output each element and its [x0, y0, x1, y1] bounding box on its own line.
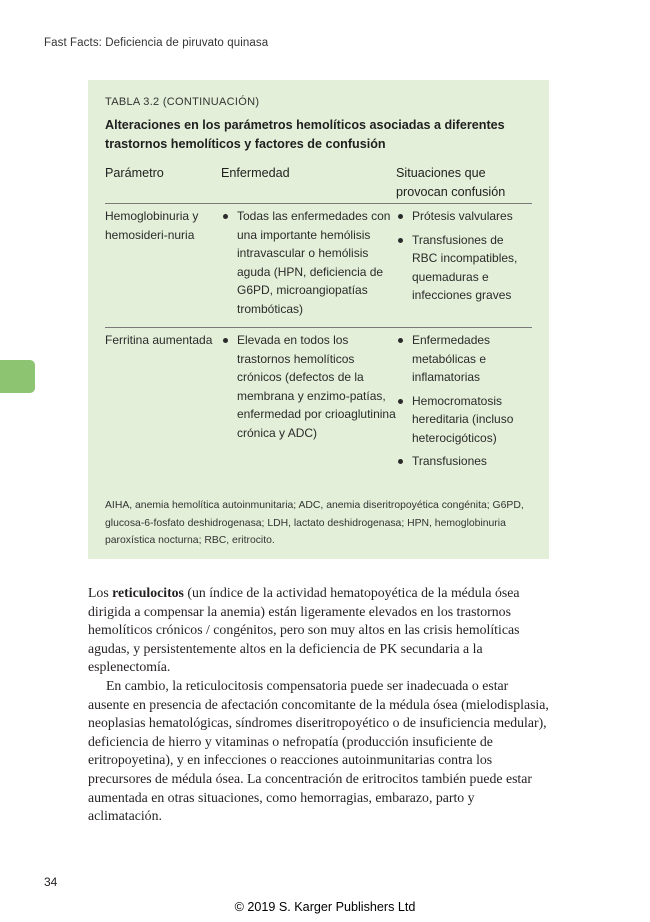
table-footnote: AIHA, anemia hemolítica autoinmunitaria; ADC, anemia diseritropoyética congénita; G6PD, glucosa-6-fosfato deshidrogenasa; LDH, lactato deshidrogenasa; HPN, hemoglobinuria paroxística nocturna; RBC, eritrocito.: [105, 500, 524, 546]
list-item: Todas las enfermedades con una importante hemólisis intravascular o hemólisis aguda (HPN, deficiencia de G6PD, microangiopatías trombóticas): [221, 207, 396, 318]
paragraph-lead: Los: [88, 585, 113, 600]
table-panel: [88, 80, 549, 559]
table-row: [105, 204, 532, 328]
header-disease: Enfermedad: [221, 166, 290, 180]
table-caption: TABLA 3.2 (CONTINUACIÓN): [105, 96, 260, 108]
disease-cell: [221, 204, 396, 328]
paragraph-rest: (un índice de la actividad hematopoyética de la médula ósea dirigida a compensar la anemia) están ligeramente elevados en los trastornos hemolíticos crónicos / congénitos, pero son muy altos en las crisis hemolíticas agudas, y persistentemente altos en la deficiencia de PK secundaria a la esplenectomía.: [88, 585, 520, 675]
list-item: Enfermedades metabólicas e inflamatorias: [396, 331, 532, 387]
copyright-notice: © 2019 S. Karger Publishers Ltd: [234, 900, 416, 914]
disease-cell: [221, 328, 396, 480]
list-item: Hemocromatosis hereditaria (incluso heterocigóticos): [396, 392, 532, 448]
table-row: [105, 328, 532, 480]
list-item: Transfusiones de RBC incompatibles, quemaduras e infecciones graves: [396, 231, 532, 305]
running-head: Fast Facts: Deficiencia de piruvato quinasa: [44, 37, 269, 49]
bold-term: reticulocitos: [112, 585, 184, 600]
parameters-table: [105, 164, 532, 480]
chapter-side-tab: [0, 360, 35, 393]
table-title: Alteraciones en los parámetros hemolíticos asociadas a diferentes trastornos hemolíticos y factores de confusión: [105, 118, 505, 151]
body-text: [88, 584, 550, 826]
header-confounders: Situaciones que provocan confusión: [396, 166, 506, 199]
list-item: Prótesis valvulares: [396, 207, 532, 226]
header-parameter: Parámetro: [105, 166, 164, 180]
page-number: 34: [44, 875, 58, 889]
parameter-cell: Hemoglobinuria y hemosideri-nuria: [105, 209, 199, 242]
list-item: Elevada en todos los trastornos hemolíticos crónicos (defectos de la membrana y enzimo-patías, enfermedad por crioaglutinina crónica y ADC): [221, 331, 396, 442]
paragraph-reticulocytosis: En cambio, la reticulocitosis compensatoria puede ser inadecuada o estar ausente en presencia de afectación concomitante de la médula ósea (mielodisplasia, neoplasias hematológicas, síndromes diseritropoyético o de insuficiencia medular), deficiencia de hierro y vitaminas o nefropatía (producción insuficiente de eritropoyetina), y en infecciones o reacciones autoinmunitarias contra los precursores de médula ósea. La concentración de eritrocitos también puede estar aumentada en otras situaciones, como hemorragias, embarazo, parto y aclimatación.: [88, 677, 549, 824]
confounders-cell: [396, 328, 532, 480]
list-item: Transfusiones: [396, 452, 532, 471]
paragraph-reticulocytes: [88, 584, 550, 677]
table-header-row: [105, 164, 532, 204]
confounders-cell: [396, 204, 532, 328]
parameter-cell: Ferritina aumentada: [105, 333, 213, 347]
